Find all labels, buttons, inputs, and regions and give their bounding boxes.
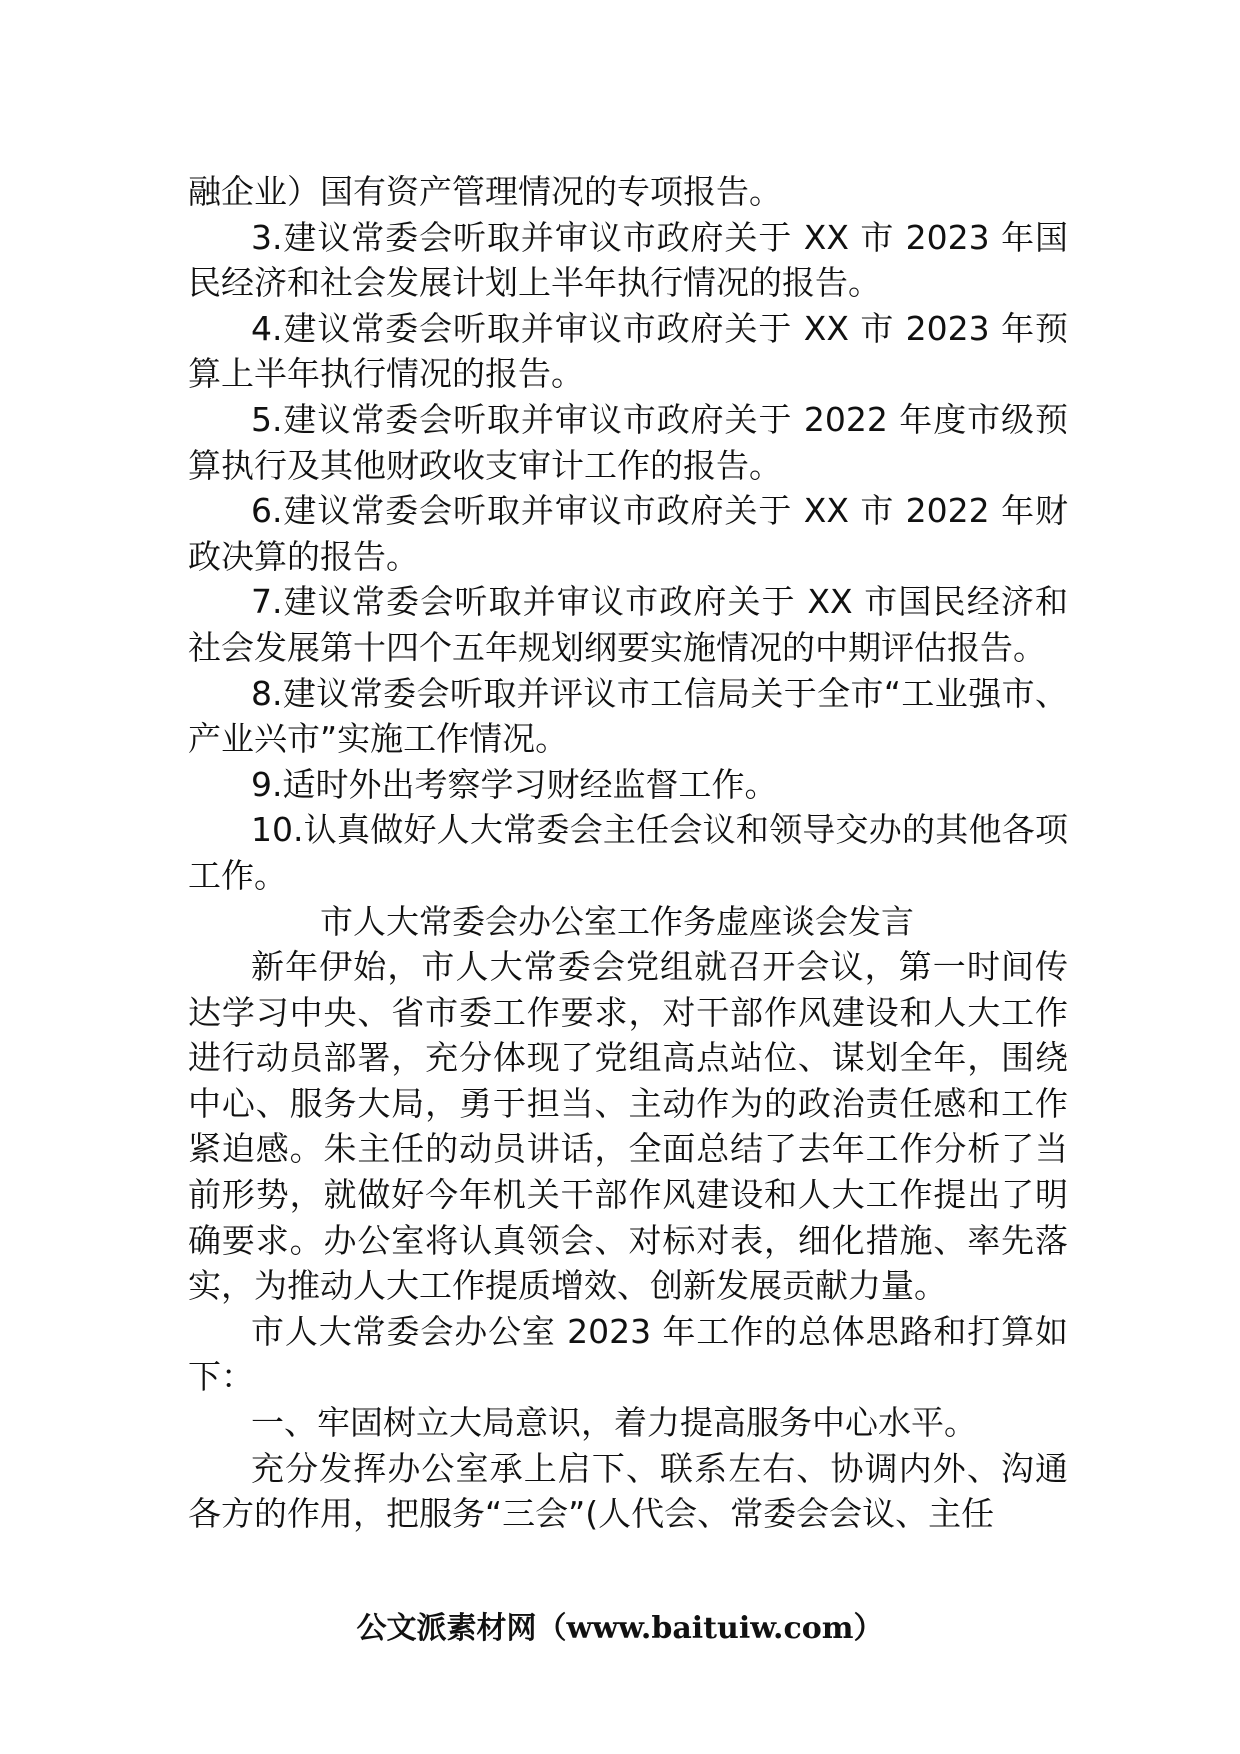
speech-paragraph: 新年伊始，市人大常委会党组就召开会议，第一时间传达学习中央、省市委工作要求，对干部作风建设和人大工作进行动员部署，充分体现了党组高点站位、谋划全年，围绕中心、服务大局，勇于担当、主动作为的政治责任感和工作紧迫感。朱主任的动员讲话，全面总结了去年工作分析了当前形势，就做好今年机关干部作风建设和人大工作提出了明确要求。办公室将认真领会、对标对表，细化措施、率先落实，为推动人大工作提质增效、创新发展贡献力量。	[188, 947, 1068, 1306]
list-item-4: 4.建议常委会听取并审议市政府关于 XX 市 2023 年预算上半年执行情况的报告。	[188, 308, 1068, 394]
list-item-10: 10.认真做好人大常委会主任会议和领导交办的其他各项工作。	[188, 810, 1068, 895]
speech-section-heading: 一、牢固树立大局意识，着力提高服务中心水平。	[251, 1403, 977, 1443]
list-item-5: 5.建议常委会听取并审议市政府关于 2022 年度市级预算执行及其他财政收支审计工作的报告。	[188, 399, 1068, 485]
speech-title: 市人大常委会办公室工作务虚座谈会发言	[320, 901, 914, 941]
list-item-9: 9.适时外出考察学习财经监督工作。	[251, 764, 778, 804]
paragraph-continuation: 融企业）国有资产管理情况的专项报告。	[188, 172, 782, 211]
list-item-7: 7.建议常委会听取并审议市政府关于 XX 市国民经济和社会发展第十四个五年规划纲要实施情况的中期评估报告。	[188, 582, 1068, 667]
speech-paragraph: 市人大常委会办公室 2023 年工作的总体思路和打算如下：	[188, 1311, 1068, 1397]
speech-paragraph: 充分发挥办公室承上启下、联系左右、协调内外、沟通各方的作用，把服务“三会”(人代会、常委会会议、主任	[188, 1448, 1068, 1534]
list-item-6: 6.建议常委会听取并审议市政府关于 XX 市 2022 年财政决算的报告。	[188, 491, 1068, 576]
list-item-3: 3.建议常委会听取并审议市政府关于 XX 市 2023 年国民经济和社会发展计划上半年执行情况的报告。	[188, 217, 1068, 303]
document-body	[188, 169, 1068, 1537]
list-item-8: 8.建议常委会听取并评议市工信局关于全市“工业强市、产业兴市”实施工作情况。	[188, 673, 1068, 759]
page-footer-watermark: 公文派素材网（www.baituiw.com）	[356, 1611, 884, 1646]
